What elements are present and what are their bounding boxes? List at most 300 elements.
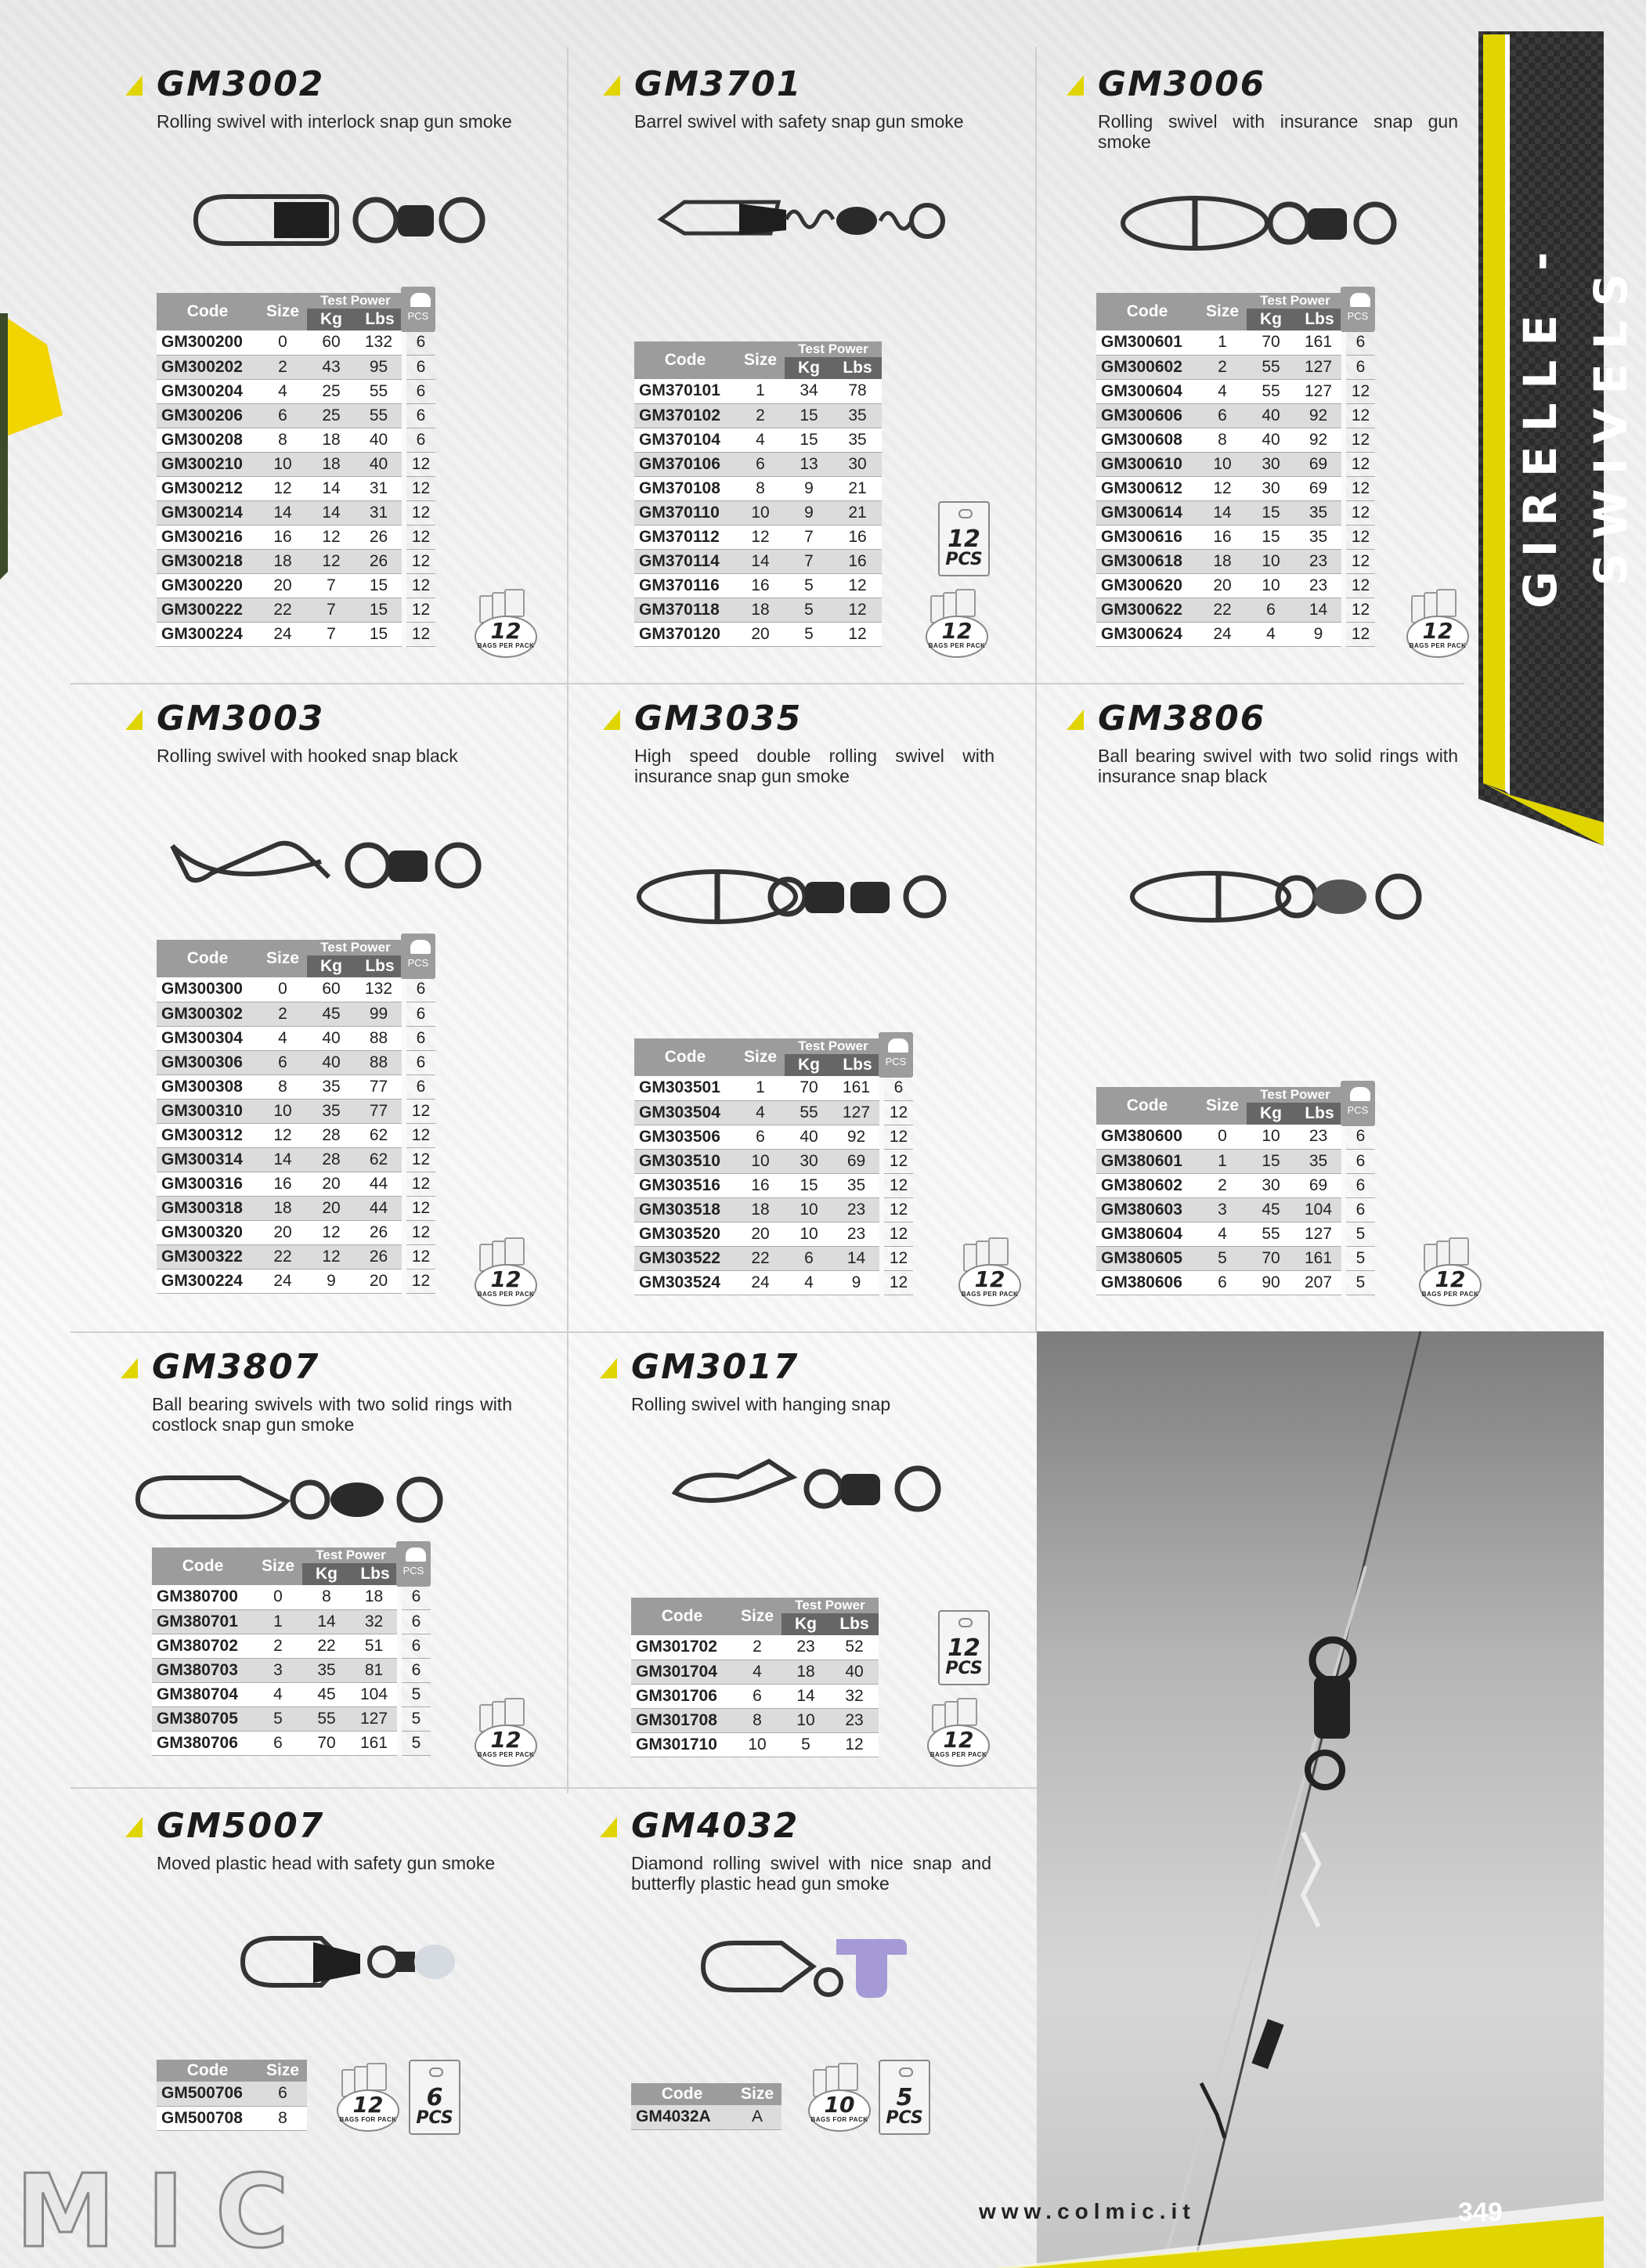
cell-value: 55 xyxy=(785,1100,833,1125)
cell-value: 23 xyxy=(833,1222,882,1246)
badge-count: 12 xyxy=(1422,618,1453,644)
cell-value: 81 xyxy=(351,1658,399,1682)
badge-label: BAGS FOR PACK xyxy=(339,2116,397,2123)
col-header-test-power: Test Power xyxy=(781,1598,879,1613)
cell-pcs: 5 xyxy=(1344,1222,1375,1246)
cell-value: 62 xyxy=(356,1123,404,1147)
cell-code: GM300224 xyxy=(157,622,258,646)
badge-count: 12 xyxy=(941,618,973,644)
cell-pcs: 12 xyxy=(404,1172,435,1196)
cell-value: 127 xyxy=(1295,1222,1344,1246)
table-header-row xyxy=(1096,1087,1375,1103)
cell-pcs: 12 xyxy=(1344,476,1375,500)
cell-value: 5 xyxy=(1198,1246,1247,1270)
cell-pcs: 12 xyxy=(1344,549,1375,573)
col-header-test-power: Test Power xyxy=(307,940,404,955)
cell-code: GM303524 xyxy=(634,1270,736,1295)
cell-value: 20 xyxy=(736,1222,785,1246)
cell-code: GM370112 xyxy=(634,525,736,549)
cell-value: 70 xyxy=(1247,330,1295,355)
cell-value: 15 xyxy=(356,622,404,646)
product-title: GM3017 xyxy=(631,1347,800,1387)
cell-value: 22 xyxy=(302,1634,351,1658)
col-header-code: Code xyxy=(1096,1087,1198,1125)
cell-value: 2 xyxy=(1198,355,1247,379)
product-section-gm3035 xyxy=(603,699,994,786)
cell-pcs: 6 xyxy=(1344,1149,1375,1173)
table-row xyxy=(157,1172,435,1196)
table-row xyxy=(1096,355,1375,379)
badge-label: BAGS PER PACK xyxy=(1421,1291,1479,1298)
cell-code: GM380703 xyxy=(152,1658,254,1682)
cell-value: 62 xyxy=(356,1147,404,1172)
cell-value: 8 xyxy=(733,1708,781,1732)
cell-code: GM300220 xyxy=(157,573,258,598)
cell-code: GM370102 xyxy=(634,403,736,428)
cell-value: 8 xyxy=(1198,428,1247,452)
cell-pcs: 12 xyxy=(404,1244,435,1269)
table-row xyxy=(634,452,882,476)
table-row xyxy=(1096,1197,1375,1222)
cell-value: 23 xyxy=(1295,1125,1344,1149)
table-row xyxy=(634,379,882,403)
product-description: Diamond rolling swivel with nice snap and butterfly plastic head gun smoke xyxy=(631,1853,991,1894)
product-description: Rolling swivel with interlock snap gun smoke xyxy=(157,111,512,132)
badge-count: 12 xyxy=(352,2092,384,2118)
row-divider xyxy=(70,1787,1037,1789)
col-header-code: Code xyxy=(634,341,736,379)
cell-code: GM380704 xyxy=(152,1682,254,1706)
cell-code: GM303518 xyxy=(634,1197,736,1222)
pcs-header-icon: PCS xyxy=(1341,1081,1375,1126)
table-row xyxy=(157,573,435,598)
cell-pcs: 12 xyxy=(1344,598,1375,622)
bags-per-pack-badge xyxy=(958,1237,1023,1309)
cell-code: GM300300 xyxy=(157,977,258,1002)
cell-value: 6 xyxy=(254,1731,302,1755)
cell-value: 22 xyxy=(258,598,307,622)
cell-code: GM303504 xyxy=(634,1100,736,1125)
table-header-row xyxy=(157,293,435,309)
table-row xyxy=(157,355,435,379)
cell-pcs: 12 xyxy=(882,1270,913,1295)
cell-value: 24 xyxy=(1198,622,1247,646)
cell-code: GM300312 xyxy=(157,1123,258,1147)
badge-circle xyxy=(1406,616,1469,658)
cell-pcs: 6 xyxy=(1344,355,1375,379)
cell-code: GM380706 xyxy=(152,1731,254,1755)
cell-value: 127 xyxy=(351,1706,399,1731)
bags-per-pack-badge xyxy=(926,589,990,661)
cell-value: 32 xyxy=(830,1684,879,1708)
cell-value: 12 xyxy=(307,1244,356,1269)
cell-code: GM370106 xyxy=(634,452,736,476)
cell-value: 5 xyxy=(785,622,833,646)
cell-pcs: 12 xyxy=(404,1269,435,1293)
cell-value: 60 xyxy=(307,330,356,355)
product-image-swivel xyxy=(667,1446,957,1532)
table-row xyxy=(152,1706,431,1731)
cell-pcs: 12 xyxy=(882,1222,913,1246)
bag-icon xyxy=(504,589,525,617)
column-divider xyxy=(1035,47,1037,1331)
cell-value: 9 xyxy=(833,1270,882,1295)
cell-value: 1 xyxy=(1198,330,1247,355)
cell-value: 18 xyxy=(1198,549,1247,573)
col-header-code: Code xyxy=(1096,293,1198,330)
table-row xyxy=(157,1244,435,1269)
cell-value: 40 xyxy=(830,1659,879,1684)
table-row xyxy=(157,330,435,355)
spec-table xyxy=(631,2083,781,2130)
cell-value: 55 xyxy=(1247,1222,1295,1246)
product-section-gm3006 xyxy=(1067,64,1458,152)
product-section-gm3806 xyxy=(1067,699,1458,786)
cell-value: 23 xyxy=(1295,573,1344,598)
cell-pcs: 6 xyxy=(1344,1173,1375,1197)
cell-value: 6 xyxy=(736,452,785,476)
section-marker-icon xyxy=(603,75,620,96)
badge-circle xyxy=(475,1724,537,1767)
cell-value: 45 xyxy=(302,1682,351,1706)
cell-value: 44 xyxy=(356,1196,404,1220)
cell-pcs: 12 xyxy=(1344,525,1375,549)
cell-code: GM300310 xyxy=(157,1099,258,1123)
badge-circle xyxy=(337,2089,399,2132)
col-header-test-power: Test Power xyxy=(1247,1087,1344,1103)
cell-pcs: 6 xyxy=(399,1658,431,1682)
cell-value: 1 xyxy=(736,1076,785,1100)
cell-value: 70 xyxy=(1247,1246,1295,1270)
cell-value: 55 xyxy=(1247,355,1295,379)
cell-code: GM370108 xyxy=(634,476,736,500)
pcs-header-icon: PCS xyxy=(401,934,435,979)
cell-value: 55 xyxy=(1247,379,1295,403)
cell-code: GM300206 xyxy=(157,403,258,428)
bags-per-pack-badge xyxy=(337,2063,401,2135)
cell-value: 35 xyxy=(833,1173,882,1197)
bag-icon xyxy=(838,2063,858,2091)
table-row xyxy=(634,1270,913,1295)
col-header-kg: Kg xyxy=(785,357,833,379)
product-title: GM3002 xyxy=(157,64,325,104)
product-image-swivel xyxy=(235,1919,462,2005)
pcs-tag-label: PCS xyxy=(416,2108,453,2128)
table-header-row xyxy=(631,2083,781,2105)
cell-value: 6 xyxy=(733,1684,781,1708)
badge-circle xyxy=(475,616,537,658)
cell-value: 20 xyxy=(736,622,785,646)
cell-value: 4 xyxy=(785,1270,833,1295)
cell-code: GM300200 xyxy=(157,330,258,355)
pcs-tag-count: 12 xyxy=(948,525,980,553)
cell-pcs: 12 xyxy=(882,1149,913,1173)
cell-value: 7 xyxy=(307,573,356,598)
table-row xyxy=(157,1269,435,1293)
cell-pcs: 5 xyxy=(399,1706,431,1731)
badge-label: BAGS FOR PACK xyxy=(810,2116,868,2123)
cell-code: GM380702 xyxy=(152,1634,254,1658)
cell-value: 15 xyxy=(785,1173,833,1197)
cell-value: 4 xyxy=(254,1682,302,1706)
cell-value: 12 xyxy=(307,1220,356,1244)
cell-code: GM300614 xyxy=(1096,500,1198,525)
cell-value: 9 xyxy=(1295,622,1344,646)
table-row xyxy=(1096,525,1375,549)
cell-value: 14 xyxy=(1295,598,1344,622)
cell-value: 24 xyxy=(258,622,307,646)
col-header-kg: Kg xyxy=(1247,309,1295,330)
brand-logo xyxy=(0,2154,666,2268)
cell-value: 15 xyxy=(1247,500,1295,525)
table-row xyxy=(634,622,882,646)
col-header-code: Code xyxy=(157,940,258,977)
cell-value: 92 xyxy=(1295,428,1344,452)
table-row xyxy=(634,1125,913,1149)
table-row xyxy=(634,476,882,500)
cell-value: 15 xyxy=(356,573,404,598)
product-description: Ball bearing swivel with two solid rings with insurance snap black xyxy=(1098,746,1458,786)
cell-code: GM380604 xyxy=(1096,1222,1198,1246)
badge-circle xyxy=(927,1724,990,1767)
table-row xyxy=(157,1026,435,1050)
cell-code: GM370104 xyxy=(634,428,736,452)
cell-value: 44 xyxy=(356,1172,404,1196)
cell-value: 69 xyxy=(833,1149,882,1173)
cell-pcs: 12 xyxy=(882,1246,913,1270)
cell-code: GM300318 xyxy=(157,1196,258,1220)
cell-value: 0 xyxy=(254,1585,302,1609)
cell-value: 18 xyxy=(258,549,307,573)
col-header-size: Size xyxy=(258,293,307,330)
cell-value: 35 xyxy=(1295,500,1344,525)
cell-pcs: 6 xyxy=(404,355,435,379)
cell-pcs: 12 xyxy=(404,1220,435,1244)
pcs-tag-count: 12 xyxy=(948,1634,980,1662)
cell-value: 35 xyxy=(307,1099,356,1123)
cell-value: 9 xyxy=(785,476,833,500)
cell-value: 4 xyxy=(733,1659,781,1684)
cell-value: 92 xyxy=(833,1125,882,1149)
cell-pcs: 12 xyxy=(404,476,435,500)
badge-count: 12 xyxy=(943,1727,974,1753)
section-marker-icon xyxy=(125,1817,143,1837)
bags-per-pack-badge xyxy=(475,1237,539,1309)
col-header-lbs: Lbs xyxy=(356,309,404,330)
cell-value: 45 xyxy=(1247,1197,1295,1222)
page-number: 349 xyxy=(1458,2198,1503,2227)
cell-code: GM300210 xyxy=(157,452,258,476)
cell-value: 4 xyxy=(1247,622,1295,646)
cell-code: GM300601 xyxy=(1096,330,1198,355)
bag-icon xyxy=(366,2063,387,2091)
website-url[interactable]: www.colmic.it xyxy=(979,2199,1196,2223)
table-row xyxy=(152,1731,431,1755)
cell-code: GM370116 xyxy=(634,573,736,598)
cell-value: 14 xyxy=(736,549,785,573)
bags-per-pack-badge xyxy=(1406,589,1471,661)
cell-value: 40 xyxy=(307,1050,356,1074)
cell-value: 10 xyxy=(1247,1125,1295,1149)
cell-value: 55 xyxy=(302,1706,351,1731)
cell-value: 99 xyxy=(356,1002,404,1026)
cell-pcs: 6 xyxy=(399,1634,431,1658)
col-header-lbs: Lbs xyxy=(1295,1103,1344,1125)
cell-pcs: 12 xyxy=(1344,622,1375,646)
cell-value: 16 xyxy=(258,1172,307,1196)
sidebar-title: GIRELLE - SWIVELS xyxy=(1514,237,1637,609)
cell-value: 6 xyxy=(258,1050,307,1074)
cell-value: 34 xyxy=(785,379,833,403)
product-title: GM3003 xyxy=(157,699,325,739)
cell-value: 8 xyxy=(258,428,307,452)
cell-value: 92 xyxy=(1295,403,1344,428)
col-header-test-power: Test Power xyxy=(785,1038,882,1054)
table-row xyxy=(634,428,882,452)
cell-value: 10 xyxy=(733,1732,781,1757)
bag-icon xyxy=(1449,1237,1469,1266)
badge-count: 12 xyxy=(490,1266,522,1292)
cell-pcs: 6 xyxy=(1344,1197,1375,1222)
cell-value: 77 xyxy=(356,1074,404,1099)
cell-value: 6 xyxy=(258,2082,307,2106)
spec-table xyxy=(1096,293,1375,647)
photo-swivel-on-line xyxy=(1037,1331,1604,2268)
cell-code: GM303522 xyxy=(634,1246,736,1270)
table-row xyxy=(157,1147,435,1172)
product-section-gm3002 xyxy=(125,64,517,132)
cell-value: 20 xyxy=(1198,573,1247,598)
spec-table xyxy=(634,1038,913,1295)
table-row xyxy=(1096,549,1375,573)
table-row xyxy=(157,1099,435,1123)
cell-value: 88 xyxy=(356,1050,404,1074)
cell-value: 6 xyxy=(1198,1270,1247,1295)
col-header-size: Size xyxy=(1198,1087,1247,1125)
cell-value: 40 xyxy=(356,428,404,452)
col-header-size: Size xyxy=(258,2060,307,2082)
cell-code: GM300308 xyxy=(157,1074,258,1099)
cell-value: 161 xyxy=(1295,330,1344,355)
cell-code: GM500706 xyxy=(157,2082,258,2106)
spec-table xyxy=(157,293,435,647)
cell-value: 70 xyxy=(785,1076,833,1100)
table-row xyxy=(157,500,435,525)
col-header-kg: Kg xyxy=(785,1054,833,1076)
table-row xyxy=(157,525,435,549)
table-row xyxy=(1096,1125,1375,1149)
cell-value: 104 xyxy=(351,1682,399,1706)
cell-value: 4 xyxy=(258,379,307,403)
col-header-lbs: Lbs xyxy=(833,357,882,379)
section-marker-icon xyxy=(125,75,143,96)
cell-code: GM301708 xyxy=(631,1708,733,1732)
cell-value: 10 xyxy=(258,1099,307,1123)
cell-value: 26 xyxy=(356,1244,404,1269)
cell-pcs: 6 xyxy=(404,977,435,1002)
cell-value: 12 xyxy=(258,476,307,500)
bag-icon xyxy=(988,1237,1009,1266)
cell-pcs: 5 xyxy=(399,1731,431,1755)
col-header-size: Size xyxy=(733,2083,781,2105)
col-header-code: Code xyxy=(634,1038,736,1076)
table-row xyxy=(634,403,882,428)
cell-code: GM300602 xyxy=(1096,355,1198,379)
cell-value: 30 xyxy=(785,1149,833,1173)
spec-table xyxy=(157,2060,307,2131)
bag-icon xyxy=(1436,589,1456,617)
table-row xyxy=(157,2106,307,2130)
cell-value: 78 xyxy=(833,379,882,403)
cell-value: 16 xyxy=(833,549,882,573)
col-header-test-power: Test Power xyxy=(785,341,882,357)
col-header-size: Size xyxy=(733,1598,781,1635)
cell-value: 25 xyxy=(307,403,356,428)
bags-per-pack-badge xyxy=(475,589,539,661)
cell-value: 18 xyxy=(736,598,785,622)
col-header-code: Code xyxy=(631,1598,733,1635)
svg-text:MIC: MIC xyxy=(16,2154,320,2268)
product-image-swivel xyxy=(695,1923,922,2010)
cell-code: GM300322 xyxy=(157,1244,258,1269)
cell-code: GM303506 xyxy=(634,1125,736,1149)
table-row xyxy=(634,1100,913,1125)
cell-pcs: 6 xyxy=(404,330,435,355)
cell-value: 6 xyxy=(785,1246,833,1270)
cell-value: 23 xyxy=(830,1708,879,1732)
cell-value: 26 xyxy=(356,1220,404,1244)
cell-code: GM370110 xyxy=(634,500,736,525)
product-description: High speed double rolling swivel with insurance snap gun smoke xyxy=(634,746,994,786)
table-row xyxy=(1096,1270,1375,1295)
cell-code: GM303520 xyxy=(634,1222,736,1246)
cell-pcs: 12 xyxy=(882,1100,913,1125)
table-row xyxy=(1096,622,1375,646)
bag-icon xyxy=(504,1698,525,1726)
cell-code: GM300216 xyxy=(157,525,258,549)
cell-value: 12 xyxy=(307,525,356,549)
col-header-code: Code xyxy=(631,2083,733,2105)
bags-per-pack-badge xyxy=(808,2063,872,2135)
cell-pcs: 12 xyxy=(404,1196,435,1220)
cell-pcs: 6 xyxy=(1344,330,1375,355)
table-row xyxy=(634,1076,913,1100)
cell-value: 14 xyxy=(1198,500,1247,525)
cell-value: 10 xyxy=(1247,549,1295,573)
cell-value: 28 xyxy=(307,1147,356,1172)
product-image-swivel xyxy=(1117,180,1406,266)
cell-value: 20 xyxy=(356,1269,404,1293)
cell-code: GM303510 xyxy=(634,1149,736,1173)
col-header-lbs: Lbs xyxy=(833,1054,882,1076)
cell-code: GM300618 xyxy=(1096,549,1198,573)
cell-pcs: 6 xyxy=(404,428,435,452)
cell-code: GM300222 xyxy=(157,598,258,622)
cell-code: GM300314 xyxy=(157,1147,258,1172)
cell-value: 40 xyxy=(1247,428,1295,452)
table-row xyxy=(1096,573,1375,598)
table-row xyxy=(157,1050,435,1074)
cell-code: GM300208 xyxy=(157,428,258,452)
cell-value: 22 xyxy=(258,1244,307,1269)
badge-label: BAGS PER PACK xyxy=(477,642,535,649)
section-marker-icon xyxy=(603,710,620,730)
cell-code: GM300320 xyxy=(157,1220,258,1244)
cell-code: GM303516 xyxy=(634,1173,736,1197)
cell-value: 0 xyxy=(258,330,307,355)
table-row xyxy=(157,403,435,428)
product-section-gm3017 xyxy=(600,1347,991,1414)
